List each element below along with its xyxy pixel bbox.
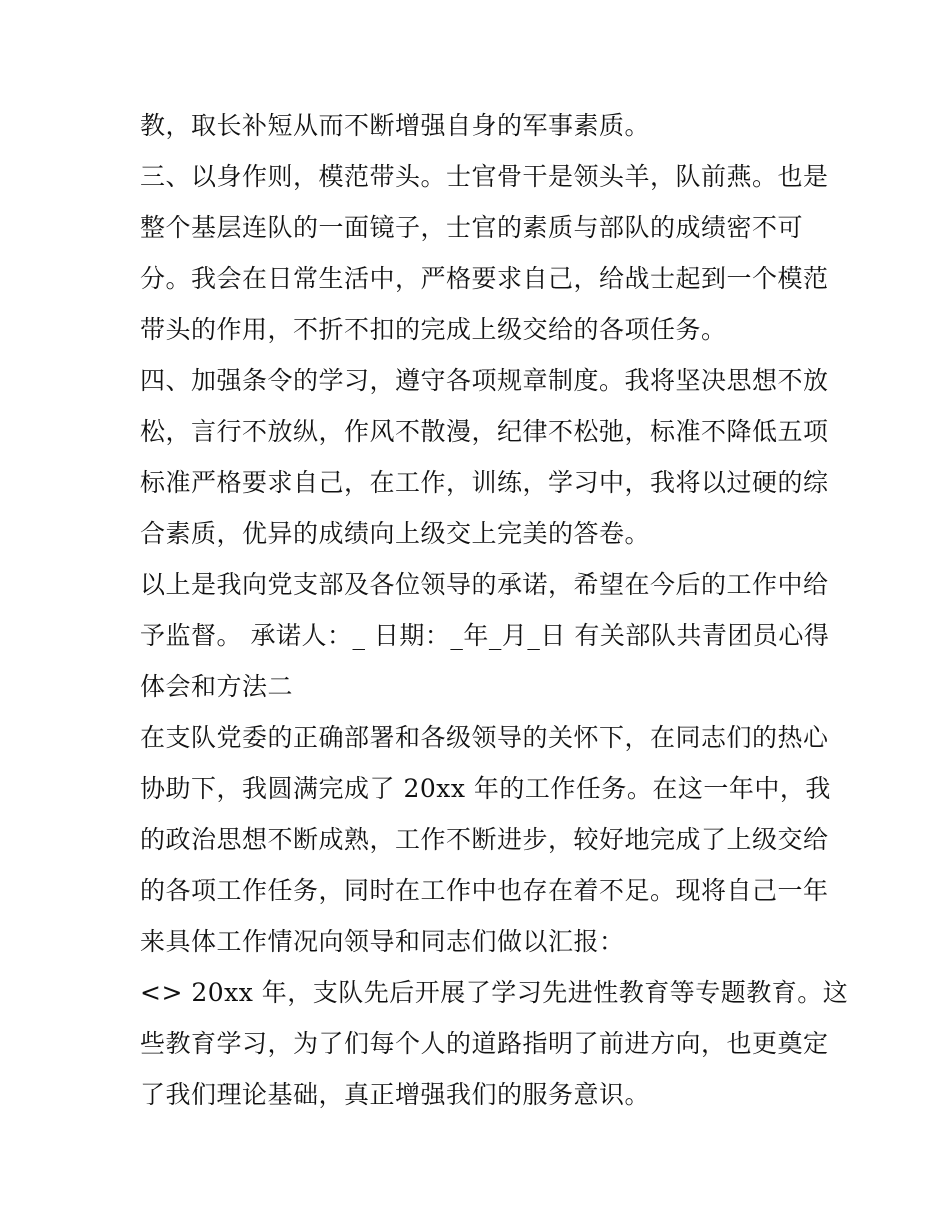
text-line: 些教育学习，为了们每个人的道路指明了前进方向，也更奠定: [140, 1029, 829, 1058]
text-line: 来具体工作情况向领导和同志们做以汇报：: [140, 927, 625, 956]
text-line: 的政治思想不断成熟，工作不断进步，较好地完成了上级交给: [140, 825, 829, 854]
text-line: 分。我会在日常生活中，严格要求自己，给战士起到一个模范: [140, 264, 829, 293]
text-line: 带头的作用，不折不扣的完成上级交给的各项任务。: [140, 315, 727, 344]
document-body: [140, 100, 849, 1120]
text-line: 协助下，我圆满完成了 20xx 年的工作任务。在这一年中，我: [140, 774, 831, 803]
text-line: 三、以身作则，模范带头。士官骨干是领头羊，队前燕。也是: [140, 162, 829, 191]
text-line: 体会和方法二: [140, 672, 294, 701]
text-line: 的各项工作任务，同时在工作中也存在着不足。现将自己一年: [140, 876, 829, 905]
text-line: 教，取长补短从而不断增强自身的军事素质。: [140, 111, 651, 140]
text-line: 合素质，优异的成绩向上级交上完美的答卷。: [140, 519, 651, 548]
text-line: 整个基层连队的一面镜子，士官的素质与部队的成绩密不可: [140, 213, 804, 242]
text-line: 松，言行不放纵，作风不散漫，纪律不松弛，标准不降低五项: [140, 417, 829, 446]
text-line: 了我们理论基础，真正增强我们的服务意识。: [140, 1080, 651, 1109]
text-line: 予监督。 承诺人：_ 日期：_年_月_日 有关部队共青团员心得: [140, 621, 830, 650]
text-line: 四、加强条令的学习，遵守各项规章制度。我将坚决思想不放: [140, 366, 829, 395]
text-line: 在支队党委的正确部署和各级领导的关怀下，在同志们的热心: [140, 723, 829, 752]
text-line: 标准严格要求自己，在工作，训练，学习中，我将以过硬的综: [140, 468, 829, 497]
text-line: 以上是我向党支部及各位领导的承诺，希望在今后的工作中给: [140, 570, 829, 599]
text-line: <> 20xx 年，支队先后开展了学习先进性教育等专题教育。这: [140, 978, 849, 1007]
